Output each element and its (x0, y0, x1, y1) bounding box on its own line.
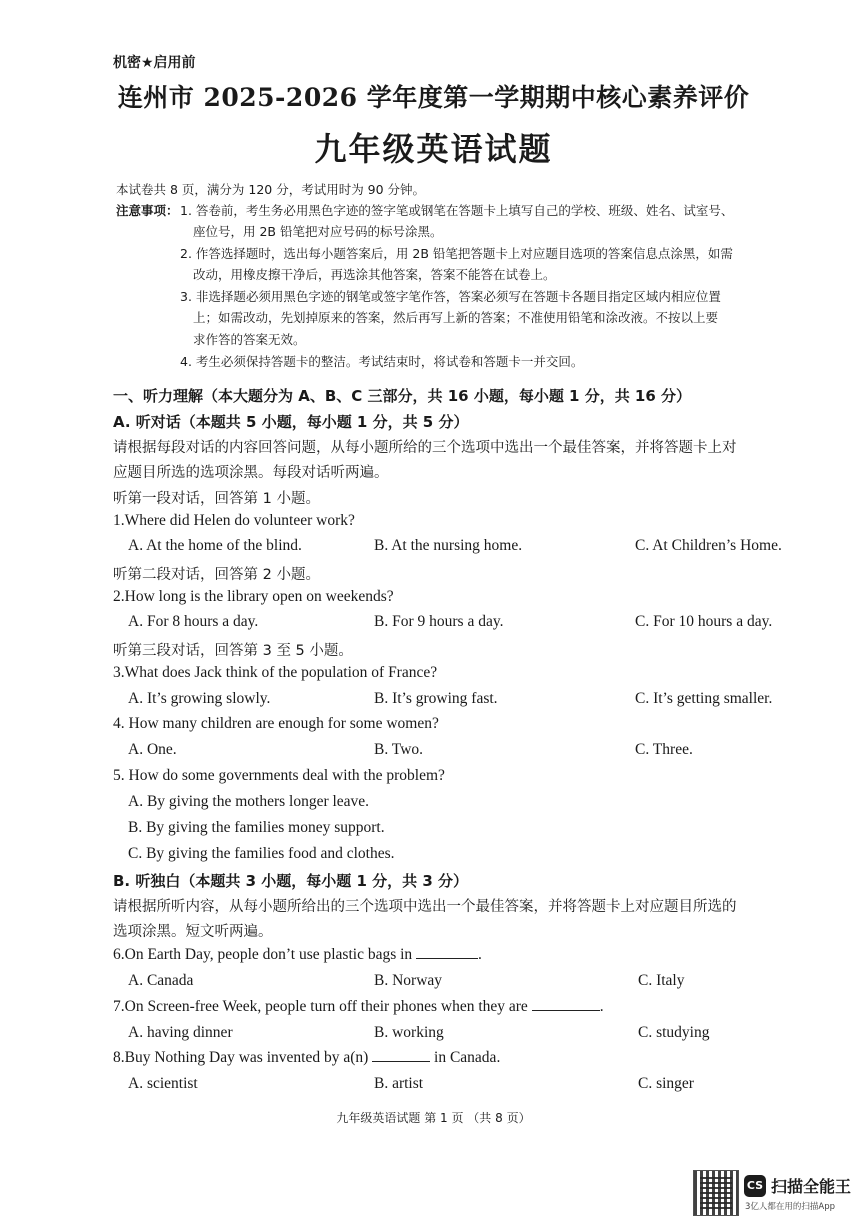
question-text: 7.On Screen-free Week, people turn off their phones when they are (113, 998, 528, 1015)
option-c: C. studying (638, 1024, 710, 1041)
exam-title: 连州市 2025-2026 学年度第一学期期中核心素养评价 (117, 83, 750, 112)
scanner-app-name: 扫描全能王 (771, 1177, 852, 1196)
question-8 (113, 1049, 500, 1067)
option-b: B. working (374, 1024, 444, 1041)
question-5: 5. How do some governments deal with the problem? (113, 767, 445, 784)
note-line: 改动，用橡皮擦干净后，再选涂其他答案，答案不能答在试卷上。 (193, 267, 556, 282)
note-line: 2. 作答选择题时，选出每小题答案后，用 2B 铅笔把答题卡上对应题目选项的答案信息点涂黑，如需 (180, 246, 733, 261)
part-a-instruction: 应题目所选的选项涂黑。每段对话听两遍。 (113, 465, 389, 481)
option-b: B. For 9 hours a day. (374, 613, 504, 630)
question-6 (113, 946, 482, 964)
question-7 (113, 998, 604, 1016)
question-2: 2.How long is the library open on weekends? (113, 588, 394, 605)
option-a: A. By giving the mothers longer leave. (128, 793, 370, 810)
camscanner-logo-icon: CS (744, 1175, 766, 1197)
option-a: A. It’s growing slowly. (128, 690, 271, 707)
option-b: B. By giving the families money support. (128, 819, 385, 836)
question-1: 1.Where did Helen do volunteer work? (113, 512, 355, 529)
note-line: 上；如需改动，先划掉原来的答案，然后再写上新的答案；不准使用铅笔和涂改液。不按以上要 (193, 310, 719, 325)
dialogue-label: 听第一段对话，回答第 1 小题。 (113, 491, 320, 507)
option-a: A. having dinner (128, 1024, 233, 1041)
page-footer: 九年级英语试题 第 1 页 （共 8 页） (336, 1111, 531, 1125)
question-text-end: . (599, 998, 604, 1015)
answer-blank (372, 1060, 430, 1062)
question-text: 6.On Earth Day, people don’t use plastic bags in (113, 946, 413, 963)
note-line: 3. 非选择题必须用黑色字迹的钢笔或签字笔作答，答案必须写在答题卡各题目指定区域内相应位置 (180, 289, 721, 304)
question-3: 3.What does Jack think of the population of France? (113, 664, 438, 681)
notes-label: 注意事项： (116, 203, 179, 218)
note-line: 4. 考生必须保持答题卡的整洁。考试结束时，将试卷和答题卡一并交回。 (180, 354, 584, 369)
exam-info: 本试卷共 8 页，满分为 120 分，考试用时为 90 分钟。 (116, 182, 426, 197)
exam-subtitle: 九年级英语试题 (314, 130, 553, 168)
dialogue-label: 听第二段对话，回答第 2 小题。 (113, 567, 320, 583)
option-c: C. Three. (635, 741, 693, 758)
option-b: B. Norway (374, 972, 443, 989)
option-b: B. At the nursing home. (374, 537, 523, 554)
part-a-instruction: 请根据每段对话的内容回答问题，从每小题所给的三个选项中选出一个最佳答案，并将答题卡上对 (113, 440, 737, 456)
note-line: 1. 答卷前，考生务必用黑色字迹的签字笔或钢笔在答题卡上填写自己的学校、班级、姓名、试室号、 (180, 203, 734, 218)
question-text: 8.Buy Nothing Day was invented by a(n) (113, 1049, 369, 1066)
option-b: B. It’s growing fast. (374, 690, 498, 707)
question-text-end: . (478, 946, 482, 963)
option-a: A. For 8 hours a day. (128, 613, 259, 630)
option-c: C. By giving the families food and clothes. (128, 845, 395, 862)
option-a: A. One. (128, 741, 177, 758)
option-c: C. At Children’s Home. (635, 537, 782, 554)
section-heading: 一、听力理解（本大题分为 A、B、C 三部分，共 16 小题，每小题 1 分，共 16 分） (113, 387, 692, 405)
question-4: 4. How many children are enough for some women? (113, 715, 439, 732)
option-c: C. It’s getting smaller. (635, 690, 773, 707)
note-line: 座位号，用 2B 铅笔把对应号码的标号涂黑。 (193, 224, 443, 239)
option-b: B. Two. (374, 741, 424, 758)
scanner-tagline: 3亿人都在用的扫描App (745, 1202, 836, 1212)
answer-blank (416, 957, 478, 959)
option-a: A. scientist (128, 1075, 198, 1092)
dialogue-label: 听第三段对话，回答第 3 至 5 小题。 (113, 643, 353, 659)
confidential-mark: 机密★启用前 (113, 55, 196, 71)
question-text-end: in Canada. (434, 1049, 501, 1066)
option-a: A. Canada (128, 972, 194, 989)
note-line: 求作答的答案无效。 (193, 332, 306, 347)
option-c: C. For 10 hours a day. (635, 613, 773, 630)
option-b: B. artist (374, 1075, 424, 1092)
qr-code-icon (693, 1170, 739, 1216)
part-a-heading: A. 听对话（本题共 5 小题，每小题 1 分，共 5 分） (113, 413, 469, 431)
option-c: C. singer (638, 1075, 694, 1092)
answer-blank (532, 1009, 600, 1011)
part-b-heading: B. 听独白（本题共 3 小题，每小题 1 分，共 3 分） (113, 872, 468, 890)
option-a: A. At the home of the blind. (128, 537, 302, 554)
part-b-instruction: 选项涂黑。短文听两遍。 (113, 924, 273, 940)
option-c: C. Italy (638, 972, 685, 989)
part-b-instruction: 请根据所听内容，从每小题所给出的三个选项中选出一个最佳答案，并将答题卡上对应题目所选的 (113, 899, 737, 915)
